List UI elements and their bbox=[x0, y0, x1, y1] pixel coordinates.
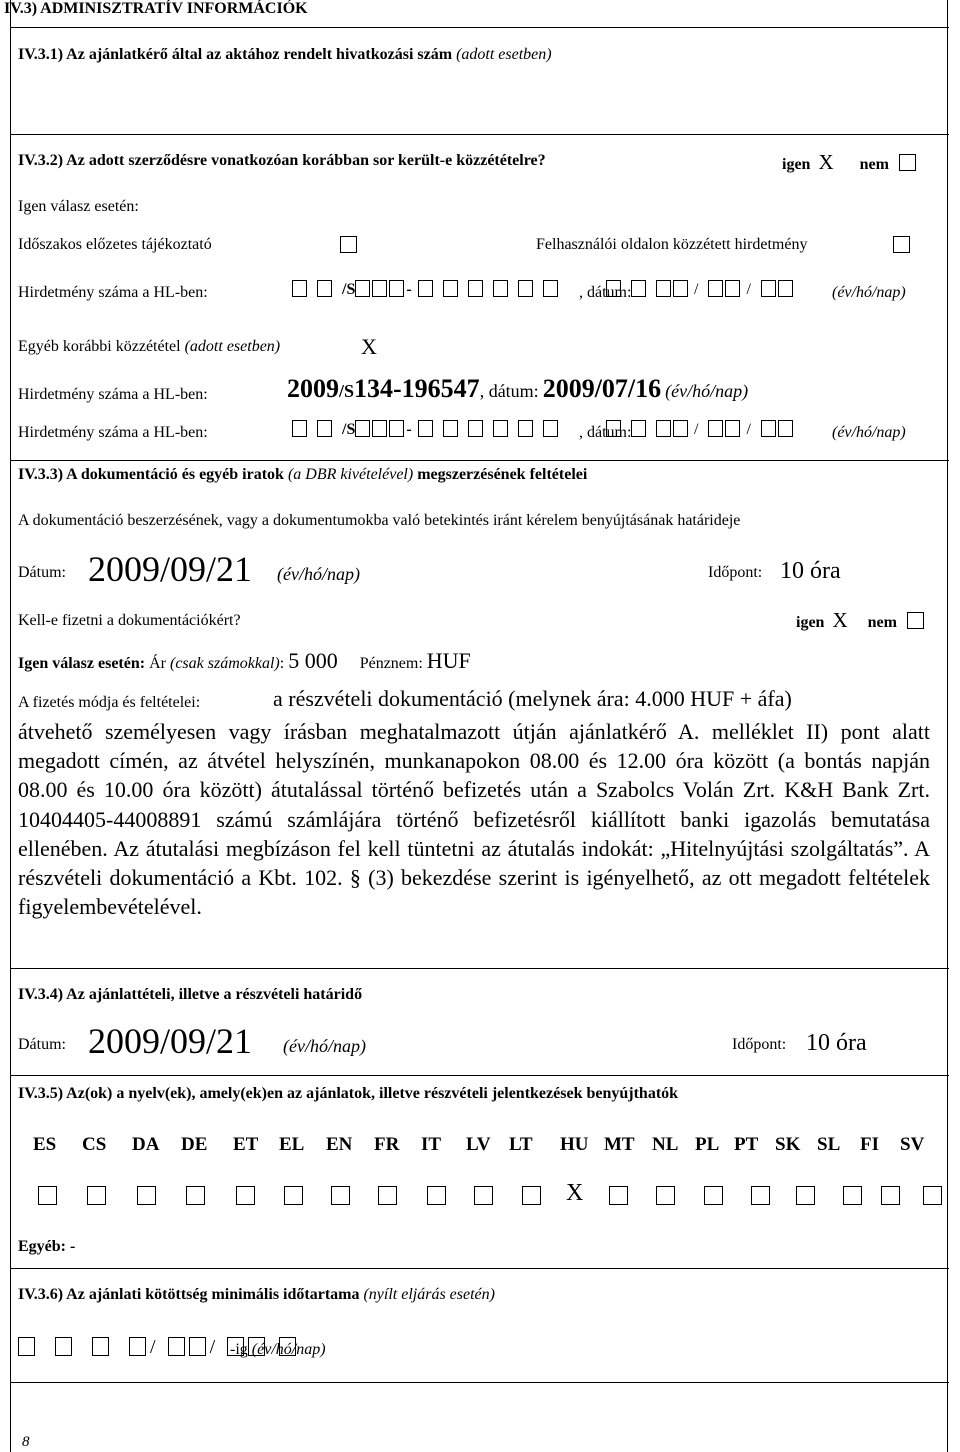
date-format-3: (év/hó/nap) bbox=[832, 424, 906, 441]
notice-datum-label: , dátum: bbox=[479, 381, 539, 401]
s1-heading bbox=[18, 46, 552, 64]
s5-other: Egyéb: - bbox=[18, 1238, 76, 1255]
lang-da: DA bbox=[132, 1134, 160, 1155]
s6-heading-note: (nyílt eljárás esetén) bbox=[363, 1286, 495, 1303]
box[interactable] bbox=[168, 1337, 185, 1356]
s3-time-label: Időpont: bbox=[708, 564, 763, 581]
box[interactable] bbox=[725, 280, 740, 297]
lang-cs: CS bbox=[82, 1134, 107, 1155]
box[interactable] bbox=[708, 420, 723, 437]
box[interactable] bbox=[543, 420, 558, 437]
notice-date: 2009/07/16 bbox=[542, 374, 662, 403]
periodic-label: Időszakos előzetes tájékoztató bbox=[18, 236, 212, 253]
lang-mt: MT bbox=[604, 1134, 635, 1155]
box[interactable] bbox=[761, 420, 776, 437]
s3-pay-answer bbox=[796, 608, 924, 633]
notice-boxes-3 bbox=[292, 420, 558, 439]
s3-igen-label: igen bbox=[796, 614, 825, 631]
box[interactable] bbox=[355, 420, 370, 437]
page-number: 8 bbox=[22, 1434, 30, 1450]
checkbox-fi[interactable] bbox=[881, 1186, 900, 1205]
s3-if-yes: Igen válasz esetén: bbox=[18, 655, 146, 672]
checkbox-cs[interactable] bbox=[87, 1186, 106, 1205]
checkbox-pl[interactable] bbox=[704, 1186, 723, 1205]
checkbox-lt[interactable] bbox=[522, 1186, 541, 1205]
lang-sk: SK bbox=[775, 1134, 801, 1155]
slash-s-text: /S bbox=[342, 421, 356, 438]
box[interactable] bbox=[543, 280, 558, 297]
box[interactable] bbox=[606, 420, 621, 437]
s6-heading bbox=[18, 1286, 495, 1304]
box[interactable] bbox=[673, 280, 688, 297]
notice-boxes-1 bbox=[292, 280, 558, 299]
divider-4 bbox=[10, 968, 949, 969]
s3-pay-question: Kell-e fizetni a dokumentációkért? bbox=[18, 612, 241, 629]
s3-pay-terms-label: A fizetés módja és feltételei: bbox=[18, 694, 201, 711]
lang-fi: FI bbox=[860, 1134, 879, 1155]
notice-number: 134-196547 bbox=[354, 374, 480, 403]
slash-text: / bbox=[694, 421, 699, 438]
s3-pay-terms-first: a részvételi dokumentáció (melynek ára: 4.000 HUF + áfa) bbox=[273, 686, 792, 711]
s3-price-note: (csak számokkal) bbox=[169, 655, 280, 672]
slash-text: / bbox=[746, 281, 751, 298]
divider-2 bbox=[10, 134, 949, 135]
s3-price-row bbox=[18, 648, 471, 674]
box[interactable] bbox=[493, 420, 508, 437]
box[interactable] bbox=[317, 420, 332, 437]
box[interactable] bbox=[443, 280, 458, 297]
dash-text: - bbox=[406, 281, 412, 298]
lang-lv: LV bbox=[466, 1134, 491, 1155]
lang-sl: SL bbox=[817, 1134, 841, 1155]
box[interactable] bbox=[418, 280, 433, 297]
lang-hu: HU bbox=[560, 1134, 589, 1155]
lang-pl: PL bbox=[695, 1134, 720, 1155]
other-note: (adott esetben) bbox=[184, 338, 281, 355]
divider-5 bbox=[10, 1075, 949, 1076]
s3-price: 5 000 bbox=[288, 648, 338, 673]
checkbox-fr[interactable] bbox=[378, 1186, 397, 1205]
box[interactable] bbox=[656, 420, 671, 437]
box[interactable] bbox=[18, 1337, 35, 1356]
buyer-profile-label: Felhasználói oldalon közzétett hirdetmény bbox=[536, 236, 808, 253]
box[interactable] bbox=[725, 420, 740, 437]
box[interactable] bbox=[372, 420, 387, 437]
s6-date-format: (év/hó/nap) bbox=[251, 1341, 326, 1358]
buyer-profile-checkbox[interactable] bbox=[893, 236, 910, 253]
lang-en: EN bbox=[326, 1134, 353, 1155]
notice-year: 2009 bbox=[287, 374, 339, 403]
dash-text: - bbox=[406, 421, 412, 438]
s4-heading: IV.3.4) Az ajánlattételi, illetve a részvételi határidő bbox=[18, 986, 363, 1003]
s3-pay-terms-rest: átvehető személyesen vagy írásban meghatalmazott útján ajánlatkérő A. melléklet II) pont alatt megadott címén, az átvétel helyszínén, munkanapokon 08.00 és 12.00 óra között (a bontás napján 08.00 és 10.00 óra között) átutalással történő befizetés után a Szabolcs Volán Zrt. K&H Bank Zrt. 10404405-44008891 számú számlájára történő befizetésről kiállított banki igazolás bemutatása ellenében. Az átutalási megbízáson fel kell tüntetni az átutalás indokát: „Hitelnyújtási szolgáltatás”. A részvételi dokumentáció a Kbt. 102. § (3) bekezdése szerint is igényelhető, az ott megadott feltételek figyelembevételével. bbox=[18, 719, 930, 920]
box[interactable] bbox=[631, 280, 646, 297]
s2-if-yes: Igen válasz esetén: bbox=[18, 198, 139, 215]
s2-nem-label: nem bbox=[859, 156, 889, 173]
slash-text: / bbox=[694, 281, 699, 298]
box[interactable] bbox=[708, 280, 723, 297]
box[interactable] bbox=[389, 420, 404, 437]
lang-el: EL bbox=[279, 1134, 305, 1155]
box[interactable] bbox=[468, 280, 483, 297]
box[interactable] bbox=[443, 420, 458, 437]
s3-currency-label: Pénznem: bbox=[359, 655, 423, 672]
s3-heading-a: IV.3.3) A dokumentáció és egyéb iratok bbox=[18, 466, 284, 483]
lang-et: ET bbox=[233, 1134, 259, 1155]
s3-date-format: (év/hó/nap) bbox=[277, 564, 360, 584]
s4-date-format: (év/hó/nap) bbox=[283, 1036, 366, 1056]
s2-answer bbox=[782, 150, 916, 175]
lang-es: ES bbox=[33, 1134, 57, 1155]
box[interactable] bbox=[292, 420, 307, 437]
box[interactable] bbox=[92, 1337, 109, 1356]
box[interactable] bbox=[606, 280, 621, 297]
s3-datum-label: Dátum: bbox=[18, 564, 66, 581]
s3-currency: HUF bbox=[426, 648, 471, 673]
s4-date: 2009/09/21 bbox=[88, 1021, 253, 1061]
lang-de: DE bbox=[181, 1134, 208, 1155]
s4-datum-label: Dátum: bbox=[18, 1036, 66, 1053]
s3-heading-note: (a DBR kivételével) bbox=[287, 466, 414, 483]
right-border bbox=[947, 0, 948, 1452]
left-border bbox=[10, 0, 11, 1452]
checkbox-de[interactable] bbox=[186, 1186, 205, 1205]
divider-3 bbox=[10, 460, 949, 461]
s2-nem-checkbox[interactable] bbox=[899, 154, 916, 171]
box[interactable] bbox=[355, 280, 370, 297]
other-label: Egyéb korábbi közzététel bbox=[18, 338, 181, 355]
s6-ig-text: -ig bbox=[230, 1341, 248, 1358]
checkbox-pt[interactable] bbox=[751, 1186, 770, 1205]
box[interactable] bbox=[418, 420, 433, 437]
s2-igen-label: igen bbox=[782, 156, 811, 173]
s4-time-label: Időpont: bbox=[732, 1036, 787, 1053]
other-publication bbox=[18, 338, 280, 356]
s3-date: 2009/09/21 bbox=[88, 549, 253, 589]
box[interactable] bbox=[55, 1337, 72, 1356]
lang-it: IT bbox=[421, 1134, 442, 1155]
s1-heading-text: IV.3.1) Az ajánlatkérő által az aktához rendelt hivatkozási szám bbox=[18, 46, 453, 63]
checkbox-en[interactable] bbox=[331, 1186, 350, 1205]
s6-ig bbox=[230, 1341, 326, 1359]
checkbox-el[interactable] bbox=[284, 1186, 303, 1205]
box[interactable] bbox=[292, 280, 307, 297]
section-title: IV.3) ADMINISZTRATÍV INFORMÁCIÓK bbox=[4, 0, 308, 17]
box[interactable] bbox=[189, 1337, 206, 1356]
notice-label-2: Hirdetmény száma a HL-ben: bbox=[18, 386, 208, 403]
checkbox-da[interactable] bbox=[137, 1186, 156, 1205]
divider-6 bbox=[10, 1268, 949, 1269]
box[interactable] bbox=[778, 280, 793, 297]
s1-heading-note: (adott esetben) bbox=[456, 46, 552, 63]
notice-datum-1: , dátum: bbox=[579, 284, 632, 301]
checkbox-nl[interactable] bbox=[656, 1186, 675, 1205]
other-mark[interactable]: X bbox=[361, 334, 377, 359]
checkbox-sv[interactable] bbox=[923, 1186, 942, 1205]
box[interactable] bbox=[518, 280, 533, 297]
s4-time: 10 óra bbox=[806, 1030, 867, 1056]
s3-nem-checkbox[interactable] bbox=[907, 612, 924, 629]
checkbox-it[interactable] bbox=[427, 1186, 446, 1205]
slash-text: / bbox=[209, 1336, 216, 1358]
box[interactable] bbox=[656, 280, 671, 297]
s3-price-colon: : bbox=[279, 655, 285, 672]
checkbox-et[interactable] bbox=[236, 1186, 255, 1205]
divider-1 bbox=[10, 27, 949, 28]
box[interactable] bbox=[389, 280, 404, 297]
s3-deadline-text: A dokumentáció beszerzésének, vagy a dokumentumokba való betekintés iránt kérelem benyújtásának határideje bbox=[18, 512, 741, 529]
box[interactable] bbox=[493, 280, 508, 297]
box[interactable] bbox=[673, 420, 688, 437]
lang-pt: PT bbox=[734, 1134, 759, 1155]
notice-filled bbox=[287, 374, 748, 404]
notice-label-3: Hirdetmény száma a HL-ben: bbox=[18, 424, 208, 441]
s2-igen-mark[interactable]: X bbox=[818, 150, 834, 174]
periodic-checkbox[interactable] bbox=[340, 236, 357, 253]
notice-date-boxes-1 bbox=[606, 280, 803, 299]
s3-time: 10 óra bbox=[780, 558, 841, 584]
checkbox-sk[interactable] bbox=[796, 1186, 815, 1205]
box[interactable] bbox=[518, 420, 533, 437]
box[interactable] bbox=[468, 420, 483, 437]
checkbox-sl[interactable] bbox=[843, 1186, 862, 1205]
notice-date-boxes-3 bbox=[606, 420, 803, 439]
checkbox-es[interactable] bbox=[38, 1186, 57, 1205]
lang-lt: LT bbox=[509, 1134, 533, 1155]
slash-text: / bbox=[746, 421, 751, 438]
s3-price-label: Ár bbox=[149, 655, 166, 672]
lang-sv: SV bbox=[900, 1134, 925, 1155]
s3-igen-mark[interactable]: X bbox=[832, 608, 848, 632]
checkbox-hu-mark[interactable]: X bbox=[566, 1180, 584, 1206]
slash-text: / bbox=[150, 1336, 156, 1358]
slash-s-text: /S bbox=[342, 281, 356, 298]
notice-s: /S bbox=[339, 381, 355, 401]
box[interactable] bbox=[778, 420, 793, 437]
notice-date-format: (év/hó/nap) bbox=[665, 381, 749, 401]
s3-heading-b: megszerzésének feltételei bbox=[417, 466, 588, 483]
checkbox-lv[interactable] bbox=[474, 1186, 493, 1205]
s5-heading: IV.3.5) Az(ok) a nyelv(ek), amely(ek)en az ajánlatok, illetve részvételi jelentkezések benyújthatók bbox=[18, 1085, 679, 1102]
notice-label-1: Hirdetmény száma a HL-ben: bbox=[18, 284, 208, 301]
box[interactable] bbox=[761, 280, 776, 297]
s3-heading bbox=[18, 466, 587, 484]
s6-heading-text: IV.3.6) Az ajánlati kötöttség minimális időtartama bbox=[18, 1286, 360, 1303]
s3-nem-label: nem bbox=[867, 614, 897, 631]
box[interactable] bbox=[317, 280, 332, 297]
s2-heading: IV.3.2) Az adott szerződésre vonatkozóan korábban sor került-e közzétételre? bbox=[18, 152, 546, 169]
lang-nl: NL bbox=[652, 1134, 679, 1155]
lang-fr: FR bbox=[374, 1134, 400, 1155]
notice-datum-3: , dátum: bbox=[579, 424, 632, 441]
box[interactable] bbox=[372, 280, 387, 297]
box[interactable] bbox=[129, 1337, 146, 1356]
box[interactable] bbox=[631, 420, 646, 437]
date-format-1: (év/hó/nap) bbox=[832, 284, 906, 301]
divider-7 bbox=[10, 1382, 949, 1383]
checkbox-mt[interactable] bbox=[609, 1186, 628, 1205]
